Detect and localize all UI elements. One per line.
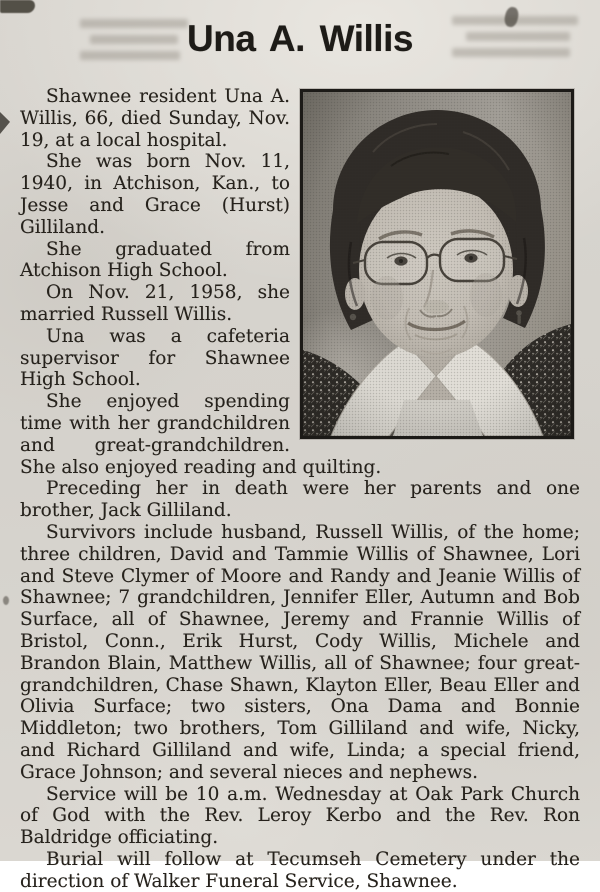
scan-smudge bbox=[0, 112, 10, 134]
obituary-paragraph: Shawnee resident Una A. Willis, 66, died Sunday, Nov. 19, at a local hospital. bbox=[20, 86, 290, 151]
obituary-paragraph: She was born Nov. 11, 1940, in Atchison, Kan., to Jesse and Grace (Hurst) Gilliland. bbox=[20, 151, 290, 238]
scan-smudge bbox=[0, 0, 35, 13]
obituary-paragraph: Survivors include husband, Russell Willis, of the home; three children, David and Tammie Willis of Shawnee, Lori and Steve Clymer of Moore and Randy and Jeanie Willis of Shawnee; 7 grandchildren, Jennifer Eller, Autumn and Bob Surface, all of Shawnee, Jeremy and Frannie Willis of Bristol, Conn., Erik Hurst, Cody Willis, Michele and Brandon Blain, Matthew Willis, all of Shawnee; four great-grandchildren, Chase Shawn, Klayton Eller, Beau Eller and Olivia Surface; two sisters, Ona Dama and Bonnie Middleton; two brothers, Tom Gilliland and wife, Nicky, and Richard Gilliland and wife, Linda; a special friend, Grace Johnson; and several nieces and nephews. bbox=[20, 521, 580, 783]
obituary-article bbox=[20, 63, 580, 892]
obituary-paragraph: Una was a cafeteria supervisor for Shawnee High School. bbox=[20, 325, 290, 391]
obituary-paragraph: Burial will follow at Tecumseh Cemetery under the direction of Walker Funeral Service, Shawnee. bbox=[20, 848, 580, 892]
obituary-paragraph: She graduated from Atchison High School. bbox=[20, 238, 290, 282]
portrait-illustration bbox=[303, 92, 571, 436]
obituary-paragraph: Service will be 10 a.m. Wednesday at Oak Park Church of God with the Rev. Leroy Kerbo and the Rev. Ron Baldridge officiating. bbox=[20, 783, 580, 849]
ink-bleedthrough-line bbox=[452, 48, 570, 57]
ink-bleedthrough-line bbox=[90, 35, 178, 44]
obituary-paragraph: On Nov. 21, 1958, she married Russell Willis. bbox=[20, 282, 290, 325]
obituary-headline: Una A. Willis bbox=[187, 18, 413, 59]
obituary-photo bbox=[300, 89, 574, 439]
obituary-paragraph: Preceding her in death were her parents and one brother, Jack Gilliland. bbox=[20, 478, 580, 522]
ink-bleedthrough-line bbox=[80, 51, 180, 60]
ink-bleedthrough-text bbox=[452, 9, 588, 64]
obituary-paragraph: She enjoyed spending time with her grandchildren and great-grandchildren. She also enjoyed reading and quilting. bbox=[20, 391, 382, 478]
ink-bleedthrough-line bbox=[80, 19, 188, 28]
ink-bleedthrough-line bbox=[466, 32, 570, 41]
ink-bleedthrough-text bbox=[80, 12, 198, 67]
scan-smudge bbox=[3, 596, 9, 605]
